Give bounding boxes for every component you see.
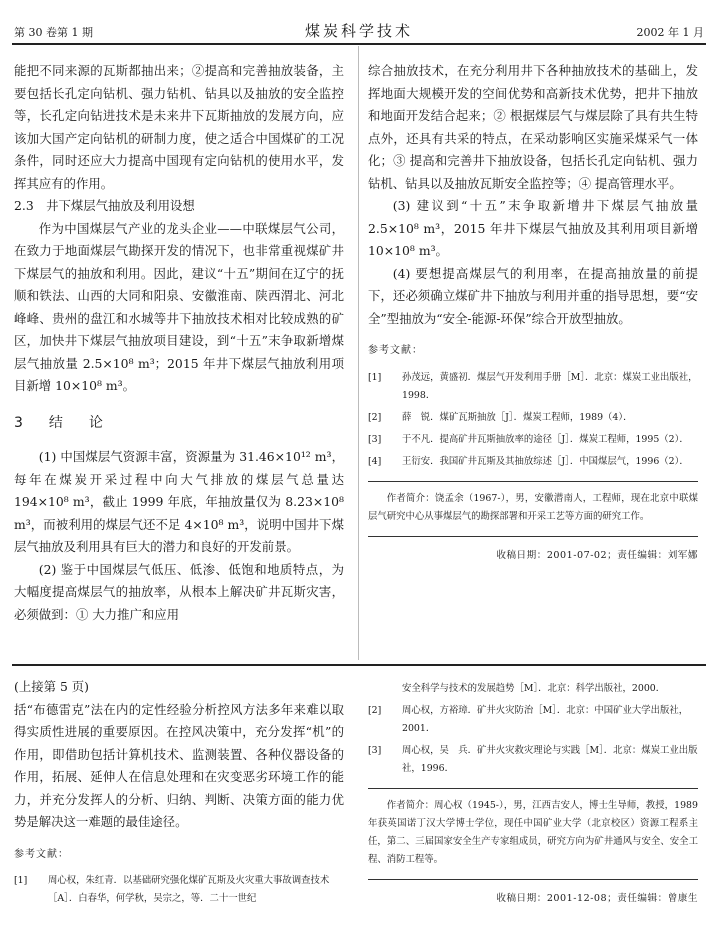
header-rule (12, 43, 706, 45)
reference-item: [2] 周心权，方裕璋．矿井火灾防治［M］．北京：中国矿业大学出版社，2001． (368, 705, 689, 734)
section-heading: 2.3 井下煤层气抽放及利用设想 (14, 198, 195, 213)
paragraph: 能把不同来源的瓦斯都抽出来；②提高和完善抽放装备，主要包括长孔定向钻机、强力钻机、钻具以及抽放的安全监控等，长孔定向钻进技术是未来井下瓦斯抽放的发展方向，应该加大国产定向钻机的研制力度，使之适合中国煤矿的工况条件，同时还应大力提高中国现有定向钻机的使用水平，发挥其应有的作用。 (14, 63, 344, 191)
page-header (14, 20, 704, 42)
received-separator (368, 536, 698, 537)
volume-issue: 第 30 卷第 1 期 (14, 26, 93, 39)
paragraph: 作为中国煤层气产业的龙头企业——中联煤层气公司，在致力于地面煤层气勘探开发的情况下，也非常重视煤矿井下煤层气的抽放和利用。因此，建议“十五”期间在辽宁的抚顺和铁法、山西的大同和阳泉、安徽淮南、陕西渭北、河北峰峰、贵州的盘江和水城等井下抽放技术相对比较成熟的矿区，加快井下煤层气抽放项目建设，到“十五”末争取新增煤层气抽放量 2.5×10⁸ m³；2015 年井下煤层气抽放利用项目新增 10×10⁸ m³。 (14, 220, 344, 393)
received-date: 收稿日期：2001-12-08；责任编辑：曾康生 (496, 893, 698, 904)
reference-item: [1] 周心权，朱红青．以基础研究强化煤矿瓦斯及火灾重大事故调查技术［A］．白春华，何学秋，吴宗之，等．二十一世纪 (14, 875, 330, 904)
journal-title: 煤炭科学技术 (304, 22, 413, 40)
issue-date: 2002 年 1 月 (636, 26, 704, 39)
reference-item: [3] 周心权，吴 兵．矿井火灾救灾理论与实践［M］．北京：煤炭工业出版社，1996． (368, 745, 698, 774)
reference-item: [2] 薛 锐．煤矿瓦斯抽放［J］．煤炭工程师，1989（4）． (368, 411, 633, 423)
author-separator (368, 481, 698, 482)
paragraph: (2) 鉴于中国煤层气低压、低渗、低饱和地质特点，为大幅度提高煤层气的抽放率，从根本上解决矿井瓦斯灾害，必须做到：① 大力推广和应用 (14, 561, 344, 622)
paragraph: 综合抽放技术，在充分利用井下各种抽放技术的基础上，发挥地面大规模开发的空间优势和高新技术优势，把井下抽放和地面开发结合起来；② 根据煤层气与煤层除了具有共生特点外，还具有共采的特点，在采动影响区实施采煤采气一体化；③ 提高和完善井下抽放设备，包括长孔定向钻机、强力钻机、钻具以及抽放瓦斯安全监控等；④ 提高管理水平。 (368, 63, 698, 191)
conclusion-heading: 3 结 论 (14, 414, 109, 431)
author-separator (368, 788, 698, 789)
upper-left-column (14, 60, 344, 626)
author-bio: 作者简介：饶孟余（1967-），男，安徽潜南人，工程师，现在北京中联煤层气研究中心从事煤层气的勘探部署和开采工艺等方面的研究工作。 (368, 492, 698, 522)
references-title: 参考文献： (368, 345, 423, 356)
reference-item: [1] 孙茂远，黄盛初．煤层气开发利用手册［M］．北京：煤炭工业出版社，1998． (368, 371, 698, 401)
paragraph: (3) 建议到“十五”末争取新增井下煤层气抽放量 2.5×10⁸ m³，2015 年井下煤层气抽放及其利用项目新增 10×10⁸ m³。 (368, 198, 698, 258)
lower-right-column (368, 680, 698, 911)
paragraph: 括“布德雷克”法在内的定性经验分析控风方法多年来难以取得实质性进展的重要原因。在控风决策中，充分发挥“机”的作用，即借助包括计算机技术、监测装置、各种仪器设备的作用，拓展、延伸人在信息处理和在灾变恶劣环境工作的能力，并充分发挥人的分析、归纳、判断、决策方面的能力优势是解决这一难题的最佳途径。 (14, 701, 344, 829)
continued-note: (上接第 5 页) (14, 679, 89, 694)
references-title: 参考文献： (14, 848, 69, 860)
reference-list (368, 369, 698, 471)
lower-left-column (14, 676, 344, 912)
upper-right-column (368, 60, 698, 567)
received-date: 收稿日期：2001-07-02；责任编辑：刘军娜 (496, 549, 698, 561)
reference-item: [4] 王衍安．我国矿井瓦斯及其抽放综述［J］．中国煤层气，1996（2）． (368, 455, 689, 467)
paragraph: (4) 要想提高煤层气的利用率，在提高抽放量的前提下，还必须确立煤矿井下抽放与利用并重的指导思想，要“安全”型抽放为“安全-能源-环保”综合开放型抽放。 (368, 265, 698, 326)
reference-item: [3] 于不凡．提高矿井瓦斯抽放率的途径［J］．煤炭工程师，1995（2）． (368, 433, 689, 445)
column-divider (358, 46, 359, 660)
received-separator (368, 879, 698, 880)
reference-item: 安全科学与技术的发展趋势［M］．北京：科学出版社，2000． (402, 683, 666, 694)
article-separator (12, 664, 706, 666)
author-bio: 作者简介：周心权（1945-），男，江西吉安人，博士生导师，教授，1989 年获英国诺丁汉大学博士学位，现任中国矿业大学（北京校区）资源工程系主任，第二、三届国家安全生产专家组成员，研究方向为矿井通风与安全、安全工程、消防工程等。 (368, 800, 698, 865)
paragraph: (1) 中国煤层气资源丰富，资源量为 31.46×10¹² m³，每年在煤炭开采过程中向大气排放的煤层气总量达 194×10⁸ m³，截止 1999 年底，年抽放量仅为 8.23×10⁸ m³，而被利用的煤层气还不足 4×10⁸ m³，说明中国井下煤层气抽放及利用具有巨大的潜力和良好的开发前景。 (14, 449, 344, 554)
